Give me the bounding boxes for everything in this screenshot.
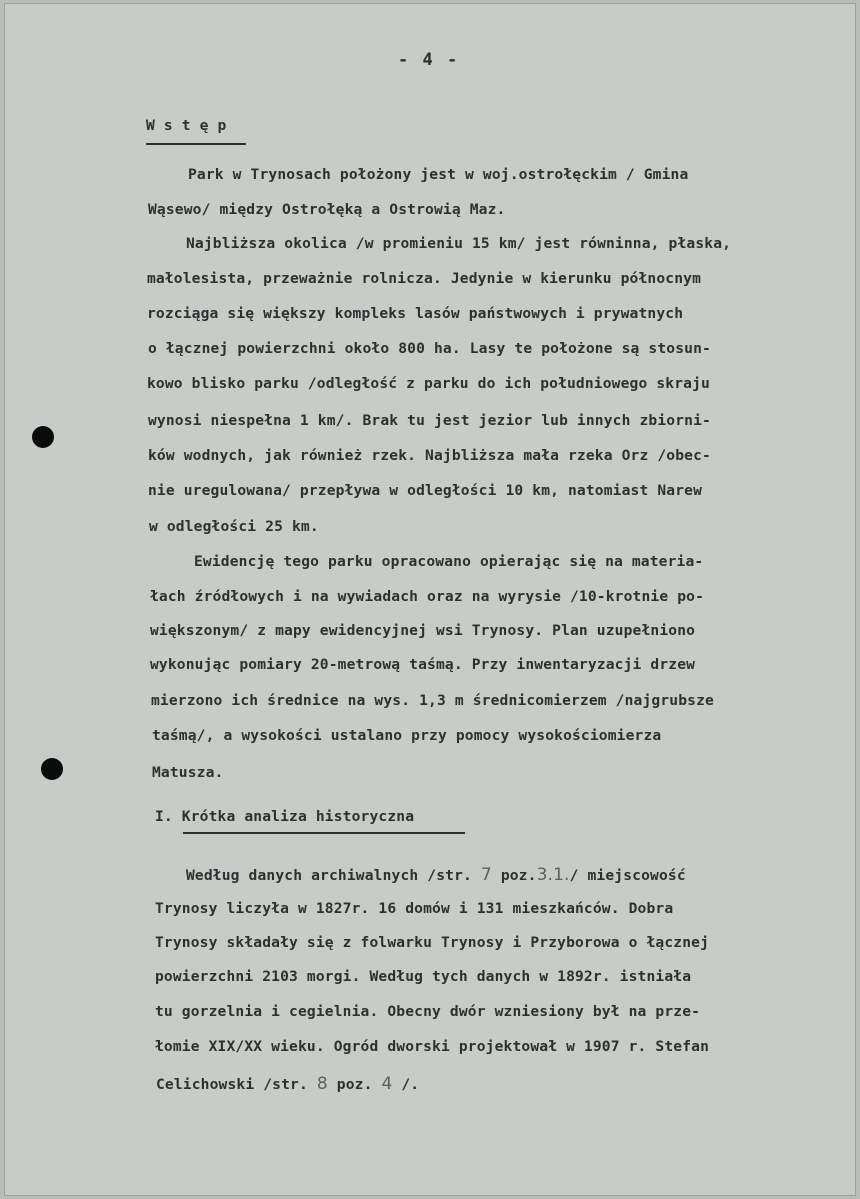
text-line: taśmą/, a wysokości ustalano przy pomocy wysokościomierza xyxy=(152,727,662,744)
text-line: małolesista, przeważnie rolnicza. Jedynie w kierunku północnym xyxy=(147,270,702,287)
text-line: wykonując pomiary 20-metrową taśmą. Przy inwentaryzacji drzew xyxy=(150,656,696,673)
text-fragment: poz. xyxy=(336,1076,373,1093)
text-line: mierzono ich średnice na wys. 1,3 m średnicomierzem /najgrubsze xyxy=(151,692,714,709)
text-line-with-handwriting xyxy=(186,865,686,885)
page-number: - 4 - xyxy=(398,50,460,70)
text-fragment: / miejscowość xyxy=(569,867,686,884)
handwritten-page-ref: 8 xyxy=(316,1074,328,1094)
punch-hole-upper xyxy=(32,426,54,448)
handwritten-page-ref: 7 xyxy=(480,865,492,885)
heading-history: I. Krótka analiza historyczna xyxy=(155,808,415,825)
text-fragment: poz. xyxy=(500,867,537,884)
text-line: Trynosy liczyła w 1827r. 16 domów i 131 mieszkańców. Dobra xyxy=(155,900,674,917)
text-line: łach źródłowych i na wywiadach oraz na wyrysie /10-krotnie po- xyxy=(150,588,705,605)
punch-hole-lower xyxy=(41,758,63,780)
text-line: Matusza. xyxy=(152,764,224,781)
text-line: Wąsewo/ między Ostrołęką a Ostrowią Maz. xyxy=(148,201,506,218)
text-line: Najbliższa okolica /w promieniu 15 km/ jest równinna, płaska, xyxy=(186,235,732,252)
text-line: o łącznej powierzchni około 800 ha. Lasy te położone są stosun- xyxy=(148,340,711,357)
heading-history-underline xyxy=(183,832,465,834)
text-line: wynosi niespełna 1 km/. Brak tu jest jezior lub innych zbiorni- xyxy=(148,412,711,429)
text-line: rozciąga się większy kompleks lasów państwowych i prywatnych xyxy=(147,305,684,322)
heading-intro: W s t ę p xyxy=(146,117,227,134)
text-line: ków wodnych, jak również rzek. Najbliższa mała rzeka Orz /obec- xyxy=(148,447,711,464)
text-line: nie uregulowana/ przepływa w odległości 10 km, natomiast Narew xyxy=(148,482,703,499)
text-line: łomie XIX/XX wieku. Ogród dworski projektował w 1907 r. Stefan xyxy=(155,1038,710,1055)
text-line-with-handwriting xyxy=(156,1074,419,1094)
handwritten-position-ref: 4 xyxy=(381,1074,393,1094)
text-line: Park w Trynosach położony jest w woj.ostrołęckim / Gmina xyxy=(188,166,689,183)
handwritten-position-ref: 3.1. xyxy=(536,865,570,885)
text-fragment: Według danych archiwalnych /str. xyxy=(186,867,472,884)
text-fragment: Celichowski /str. xyxy=(156,1076,308,1093)
text-line: Ewidencję tego parku opracowano opierając się na materia- xyxy=(194,553,704,570)
heading-intro-underline xyxy=(146,143,246,145)
text-line: kowo blisko parku /odległość z parku do ich południowego skraju xyxy=(147,375,710,392)
text-line: powierzchni 2103 morgi. Według tych danych w 1892r. istniała xyxy=(155,968,692,985)
text-fragment: /. xyxy=(401,1076,420,1093)
text-line: Trynosy składały się z folwarku Trynosy i Przyborowa o łącznej xyxy=(155,934,710,951)
text-line: większonym/ z mapy ewidencyjnej wsi Trynosy. Plan uzupełniono xyxy=(150,622,696,639)
text-line: w odległości 25 km. xyxy=(149,518,319,535)
text-line: tu gorzelnia i cegielnia. Obecny dwór wzniesiony był na prze- xyxy=(155,1003,701,1020)
